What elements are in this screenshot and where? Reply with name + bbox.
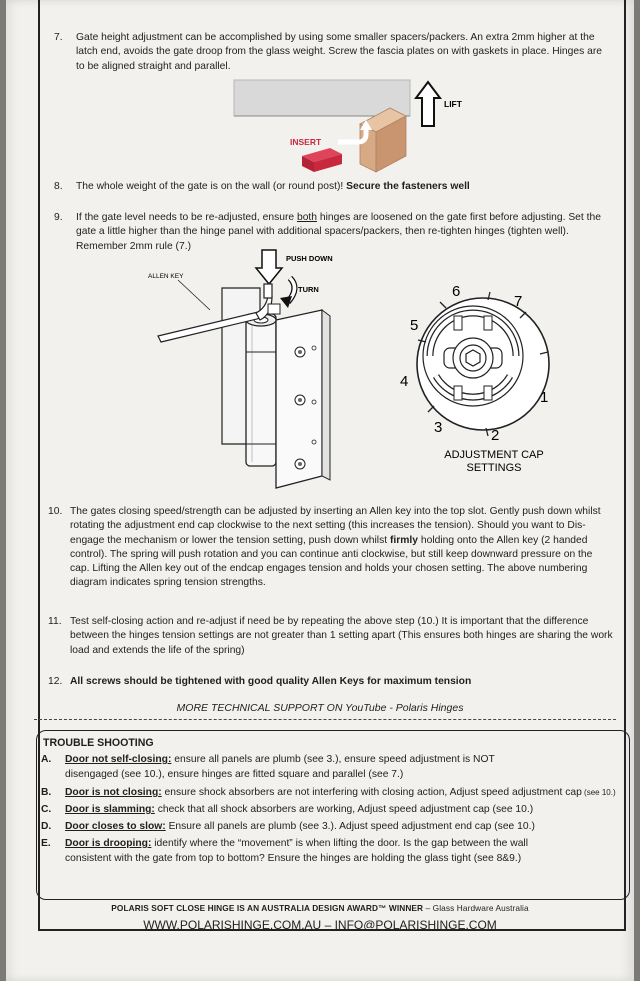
setting-7: 7 <box>514 293 523 310</box>
adjustment-cap-diagram <box>390 280 580 475</box>
firmly-bold: firmly <box>389 534 419 546</box>
youtube-support-note: MORE TECHNICAL SUPPORT ON YouTube - Polaris Hinges <box>176 702 464 714</box>
gate-lift-diagram <box>230 72 480 182</box>
setting-2: 2 <box>491 427 500 444</box>
trouble-head: Door is drooping: <box>65 838 152 849</box>
trouble-text-cont: disengaged (see 10.), ensure hinges are fitted square and parallel (see 7.) <box>65 769 404 780</box>
trouble-letter: A. <box>41 754 52 765</box>
setting-4: 4 <box>400 373 409 390</box>
trouble-letter: B. <box>41 787 52 798</box>
step-text: The gates closing speed/strength can be adjusted by inserting an Allen key into the top slot. Gently push down whilst rotating the adjustment end cap clockwise to the next setting (this increases the tension). Should you want to Dis-engage the mechanism or lower the tension setting, push down whilst <box>70 506 601 546</box>
award-text: POLARIS SOFT CLOSE HINGE IS AN AUSTRALIA DESIGN AWARD™ WINNER <box>111 903 424 913</box>
troubleshooting-box <box>36 730 630 900</box>
trouble-text: identify where the “movement” is when lifting the door. Is the gap between the wall <box>151 838 528 849</box>
step-text: Test self-closing action and re-adjust if need be by repeating the above step (10.) It is important that the difference between the hinges tension settings are not greater than 1 setting apart (This ensures both hinges are sharing the work load and extends the life of the spring) <box>70 616 613 656</box>
step-number: 11. <box>48 616 62 627</box>
setting-1: 1 <box>540 389 549 406</box>
contact-separator: – <box>321 918 335 932</box>
trouble-letter: E. <box>41 838 51 849</box>
allen-key-label: ALLEN KEY <box>148 273 184 280</box>
trouble-letter: D. <box>41 821 52 832</box>
push-down-label: PUSH DOWN <box>286 254 333 263</box>
award-tail: – Glass Hardware Australia <box>423 903 529 913</box>
trouble-letter: C. <box>41 804 52 815</box>
step-number: 12. <box>48 676 63 687</box>
troubleshooting-title: TROUBLE SHOOTING <box>43 737 154 749</box>
insert-label: INSERT <box>290 137 322 147</box>
trouble-head: Door closes to slow: <box>65 821 166 832</box>
cap-caption-line2: SETTINGS <box>466 462 522 474</box>
trouble-text: ensure shock absorbers are not interfering with closing action, Adjust speed adjustment cap <box>161 787 582 798</box>
trouble-text-cont: consistent with the gate from top to bottom? Ensure the hinges are holding the glass tight (see 8&9.) <box>65 853 522 864</box>
setting-3: 3 <box>434 419 443 436</box>
contact-line <box>0 918 640 932</box>
trouble-text: Ensure all panels are plumb (see 3.). Adjust speed adjustment end cap (see 10.) <box>165 821 535 832</box>
turn-label: TURN <box>298 285 319 294</box>
trouble-text: ensure all panels are plumb (see 3.), ensure speed adjustment is NOT <box>171 754 495 765</box>
trouble-text: check that all shock absorbers are working, Adjust speed adjustment cap (see 10.) <box>154 804 534 815</box>
email-link[interactable]: INFO@POLARISHINGE.COM <box>334 918 497 932</box>
step-text-cont: holding onto the Allen key (2 handed control). The spring will push rotation and you can continue anti clockwise, but still keep downward pressure on the cap. Lifting the Allen key out of the endcap engages tension and holds your chosen setting. The above numbering diagram indicates spring tension strengths. <box>70 534 593 589</box>
step-number: 7. <box>54 32 63 43</box>
setting-6: 6 <box>452 283 461 300</box>
both-underlined: both <box>296 212 318 223</box>
trouble-small: (see 10.) <box>581 788 616 797</box>
step-number: 10. <box>48 506 63 517</box>
step-number: 9. <box>54 212 63 223</box>
cap-caption-line1: ADJUSTMENT CAP <box>444 449 544 461</box>
setting-5: 5 <box>410 317 419 334</box>
step-emphasis: Secure the fasteners well <box>346 181 470 192</box>
trouble-head: Door is not closing: <box>65 787 162 798</box>
step-text: Gate height adjustment can be accomplished by using some smaller spacers/packers. An extra 2mm higher at the latch end, avoids the gate droop from the glass weight. Screw the fascia plates on with gaskets in place. Hinges are to be aligned straight and parallel. <box>76 32 603 72</box>
step-text-cont: hinges are loosened on the gate first before adjusting. Set the gate a little higher than the hinge panel with additional spacers/packers, then re-tighten hinges (tighten well). Remember 2mm rule (7.) <box>76 212 601 252</box>
step-text: All screws should be tightened with good quality Allen Keys for maximum tension <box>70 676 472 687</box>
website-link[interactable]: WWW.POLARISHINGE.COM.AU <box>143 918 322 932</box>
lift-label: LIFT <box>444 99 462 109</box>
hinge-allen-key-diagram <box>140 244 360 500</box>
step-text: If the gate level needs to be re-adjusted, ensure <box>76 212 297 223</box>
award-line <box>0 903 640 913</box>
dashed-divider <box>34 719 616 720</box>
trouble-head: Door is slamming: <box>65 804 155 815</box>
step-text: The whole weight of the gate is on the wall (or round post)! <box>76 181 347 192</box>
step-number: 8. <box>54 181 63 192</box>
trouble-head: Door not self-closing: <box>65 754 172 765</box>
